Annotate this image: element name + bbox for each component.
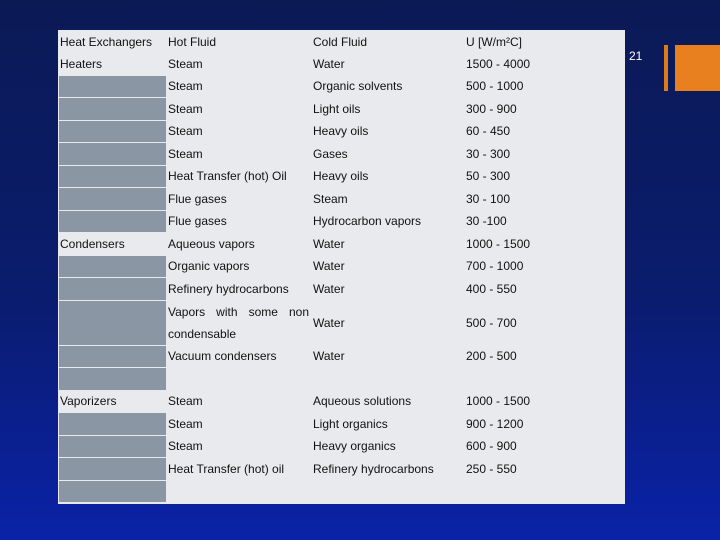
table-cell: Light oils (312, 98, 464, 120)
category-cell (59, 481, 166, 503)
category-cell (59, 143, 166, 165)
table-cell: Light organics (312, 413, 464, 435)
table-row (59, 368, 625, 390)
table-row (59, 98, 625, 120)
table-row (59, 53, 625, 75)
table-row (59, 233, 625, 255)
table-cell: 500 - 1000 (465, 76, 625, 98)
table-row (59, 301, 625, 345)
table-cell: Heavy oils (312, 166, 464, 188)
table-cell: 1000 - 1500 (465, 391, 625, 413)
table-cell (465, 368, 625, 390)
table-row (59, 413, 625, 435)
table-cell: Heavy oils (312, 121, 464, 143)
table-row (59, 346, 625, 368)
slide-number: 21 (629, 49, 643, 63)
heat-exchanger-table-container (58, 30, 625, 504)
table-cell: 700 - 1000 (465, 256, 625, 278)
table-row (59, 76, 625, 98)
table-row (59, 391, 625, 413)
table-cell: 250 - 550 (465, 458, 625, 480)
table-cell: Refinery hydrocarbons (312, 458, 464, 480)
table-cell: Heat Transfer (hot) oil (167, 458, 311, 480)
table-row (59, 256, 625, 278)
header-cell: U [W/m²C] (465, 31, 625, 52)
table-cell: Heat Transfer (hot) Oil (167, 166, 311, 188)
table-cell: Steam (167, 143, 311, 165)
table-row (59, 481, 625, 503)
category-cell (59, 368, 166, 390)
table-cell: 50 - 300 (465, 166, 625, 188)
category-cell (59, 301, 166, 345)
table-cell: Vacuum condensers (167, 346, 311, 368)
table-cell: 30 -100 (465, 211, 625, 233)
table-cell: Steam (167, 391, 311, 413)
heat-exchanger-table (58, 30, 626, 503)
table-cell: 200 - 500 (465, 346, 625, 368)
category-cell (59, 346, 166, 368)
table-cell: Organic solvents (312, 76, 464, 98)
table-cell: Steam (167, 98, 311, 120)
table-cell (167, 368, 311, 390)
category-cell (59, 211, 166, 233)
table-cell: Steam (167, 76, 311, 98)
table-cell: Water (312, 278, 464, 300)
table-cell: 30 - 300 (465, 143, 625, 165)
table-cell: Water (312, 53, 464, 75)
table-cell: Water (312, 346, 464, 368)
table-cell: Steam (167, 121, 311, 143)
table-cell: 400 - 550 (465, 278, 625, 300)
table-cell: Flue gases (167, 211, 311, 233)
category-cell (59, 76, 166, 98)
table-cell: Refinery hydrocarbons (167, 278, 311, 300)
table-row (59, 121, 625, 143)
table-cell: 600 - 900 (465, 436, 625, 458)
table-cell (465, 481, 625, 503)
header-cell: Cold Fluid (312, 31, 464, 52)
table-row (59, 166, 625, 188)
table-cell: Water (312, 233, 464, 255)
table-cell: 1500 - 4000 (465, 53, 625, 75)
category-cell (59, 278, 166, 300)
table-cell: Flue gases (167, 188, 311, 210)
table-cell: Aqueous solutions (312, 391, 464, 413)
table-cell: Steam (167, 436, 311, 458)
table-cell: Heavy organics (312, 436, 464, 458)
table-header-row (59, 31, 625, 52)
table-cell: Gases (312, 143, 464, 165)
table-cell (312, 368, 464, 390)
category-cell: Vaporizers (59, 391, 166, 413)
table-row (59, 188, 625, 210)
table-cell: 900 - 1200 (465, 413, 625, 435)
table-row (59, 211, 625, 233)
table-cell: Water (312, 256, 464, 278)
table-cell: Steam (167, 413, 311, 435)
table-row (59, 458, 625, 480)
category-cell: Heaters (59, 53, 166, 75)
category-cell (59, 436, 166, 458)
table-cell: Water (312, 301, 464, 345)
table-cell: Organic vapors (167, 256, 311, 278)
table-cell (312, 481, 464, 503)
table-cell: Vapors with some non condensable (167, 301, 311, 345)
category-cell (59, 121, 166, 143)
accent-bar-thick (675, 45, 720, 91)
table-row (59, 278, 625, 300)
table-cell: Steam (167, 53, 311, 75)
header-cell: Heat Exchangers (59, 31, 166, 52)
category-cell: Condensers (59, 233, 166, 255)
table-cell: 30 - 100 (465, 188, 625, 210)
table-cell: 60 - 450 (465, 121, 625, 143)
category-cell (59, 188, 166, 210)
table-row (59, 143, 625, 165)
category-cell (59, 256, 166, 278)
table-cell: Aqueous vapors (167, 233, 311, 255)
table-cell (167, 481, 311, 503)
table-row (59, 436, 625, 458)
accent-bar-thin (664, 45, 668, 91)
table-cell: Hydrocarbon vapors (312, 211, 464, 233)
category-cell (59, 166, 166, 188)
category-cell (59, 413, 166, 435)
header-cell: Hot Fluid (167, 31, 311, 52)
table-cell: Steam (312, 188, 464, 210)
category-cell (59, 98, 166, 120)
category-cell (59, 458, 166, 480)
table-cell: 500 - 700 (465, 301, 625, 345)
table-cell: 300 - 900 (465, 98, 625, 120)
table-cell: 1000 - 1500 (465, 233, 625, 255)
